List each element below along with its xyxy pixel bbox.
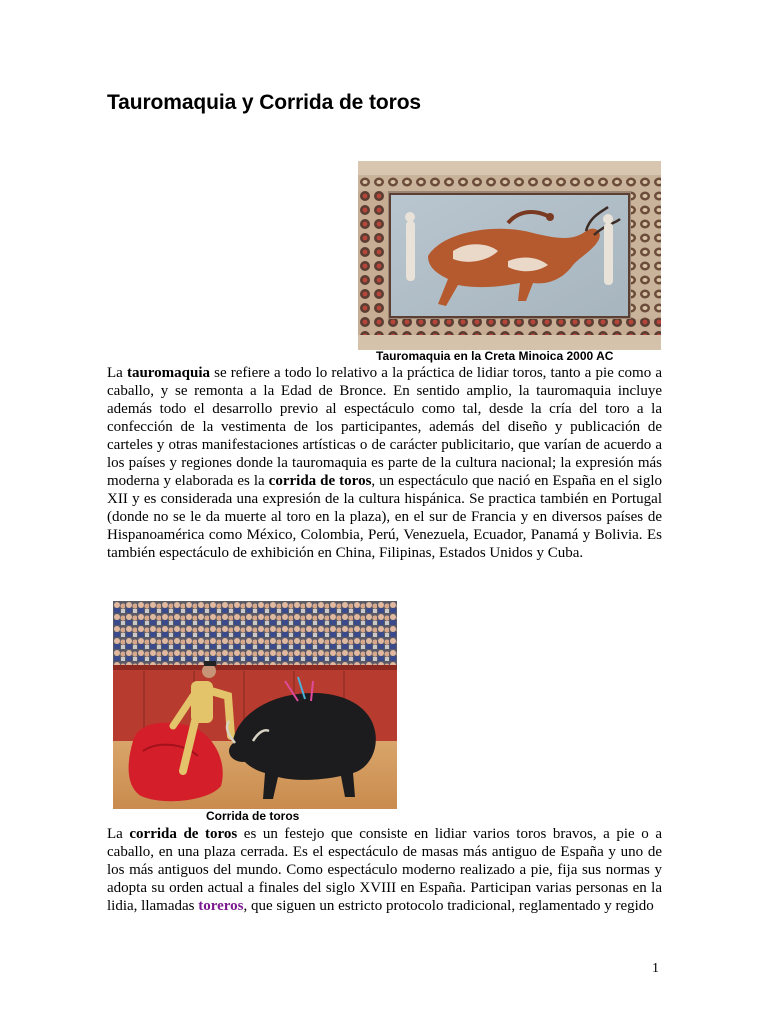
bullfight-photo-image — [113, 601, 397, 809]
page-number: 1 — [652, 961, 659, 976]
text-run: , un espectáculo que nació en España en el siglo XII y es considerada una expresión de la cultura hispánica. Se practica también en Portugal (donde no se le da muerte al toro en la plaza), en el sur de Francia y en diversos países de Hispanoamérica como México, Colombia, Perú, Venezuela, Ecuador, Panamá y Bolivia. Es también espectáculo de exhibición en China, Filipinas, Estados Unidos y Cuba. — [107, 473, 663, 561]
bold-term-corrida: corrida de toros — [268, 473, 372, 489]
paragraph-tauromaquia — [107, 364, 662, 562]
figure-caption-fresco: Tauromaquia en la Creta Minoica 2000 AC — [376, 349, 614, 363]
paragraph-corrida — [107, 825, 662, 915]
figure-caption-corrida: Corrida de toros — [206, 809, 300, 823]
toreros-link[interactable]: toreros — [198, 898, 244, 914]
text-run: se refiere a todo lo relativo a la práctica de lidiar toros, tanto a pie como a caballo, y se remonta a la Edad de Bronce. En sentido amplio, la tauromaquia incluye además todo el desarrollo previo al espectáculo como tal, desde la cría del toro a la confección de la vestimenta de los participantes, además del diseño y publicación de carteles y otras manifestaciones artísticas o de carácter publicitario, que varían de acuerdo a los países y regiones donde la tauromaquia es parte de la cultura nacional; la expresión más moderna y elaborada es la — [107, 365, 662, 489]
bold-term-tauromaquia: tauromaquia — [126, 365, 211, 381]
text-run: La — [107, 365, 127, 381]
text-run: , que siguen un estricto protocolo tradicional, reglamentado y regido — [243, 898, 654, 914]
text-run: La — [107, 826, 130, 842]
text-run: es un festejo que consiste en lidiar varios toros bravos, a pie o a caballo, en una plaza cerrada. Es el espectáculo de masas más antiguo de España y uno de los más antiguos del mundo. Como espectáculo moderno realizado a pie, fija sus normas y adopta su orden actual a finales del siglo XVIII en España. Participan varias personas en la lidia, llamadas — [107, 826, 662, 914]
minoan-fresco-image — [358, 161, 661, 350]
page-title: Tauromaquia y Corrida de toros — [107, 91, 421, 114]
bold-term-corrida-de-toros: corrida de toros — [129, 826, 238, 842]
